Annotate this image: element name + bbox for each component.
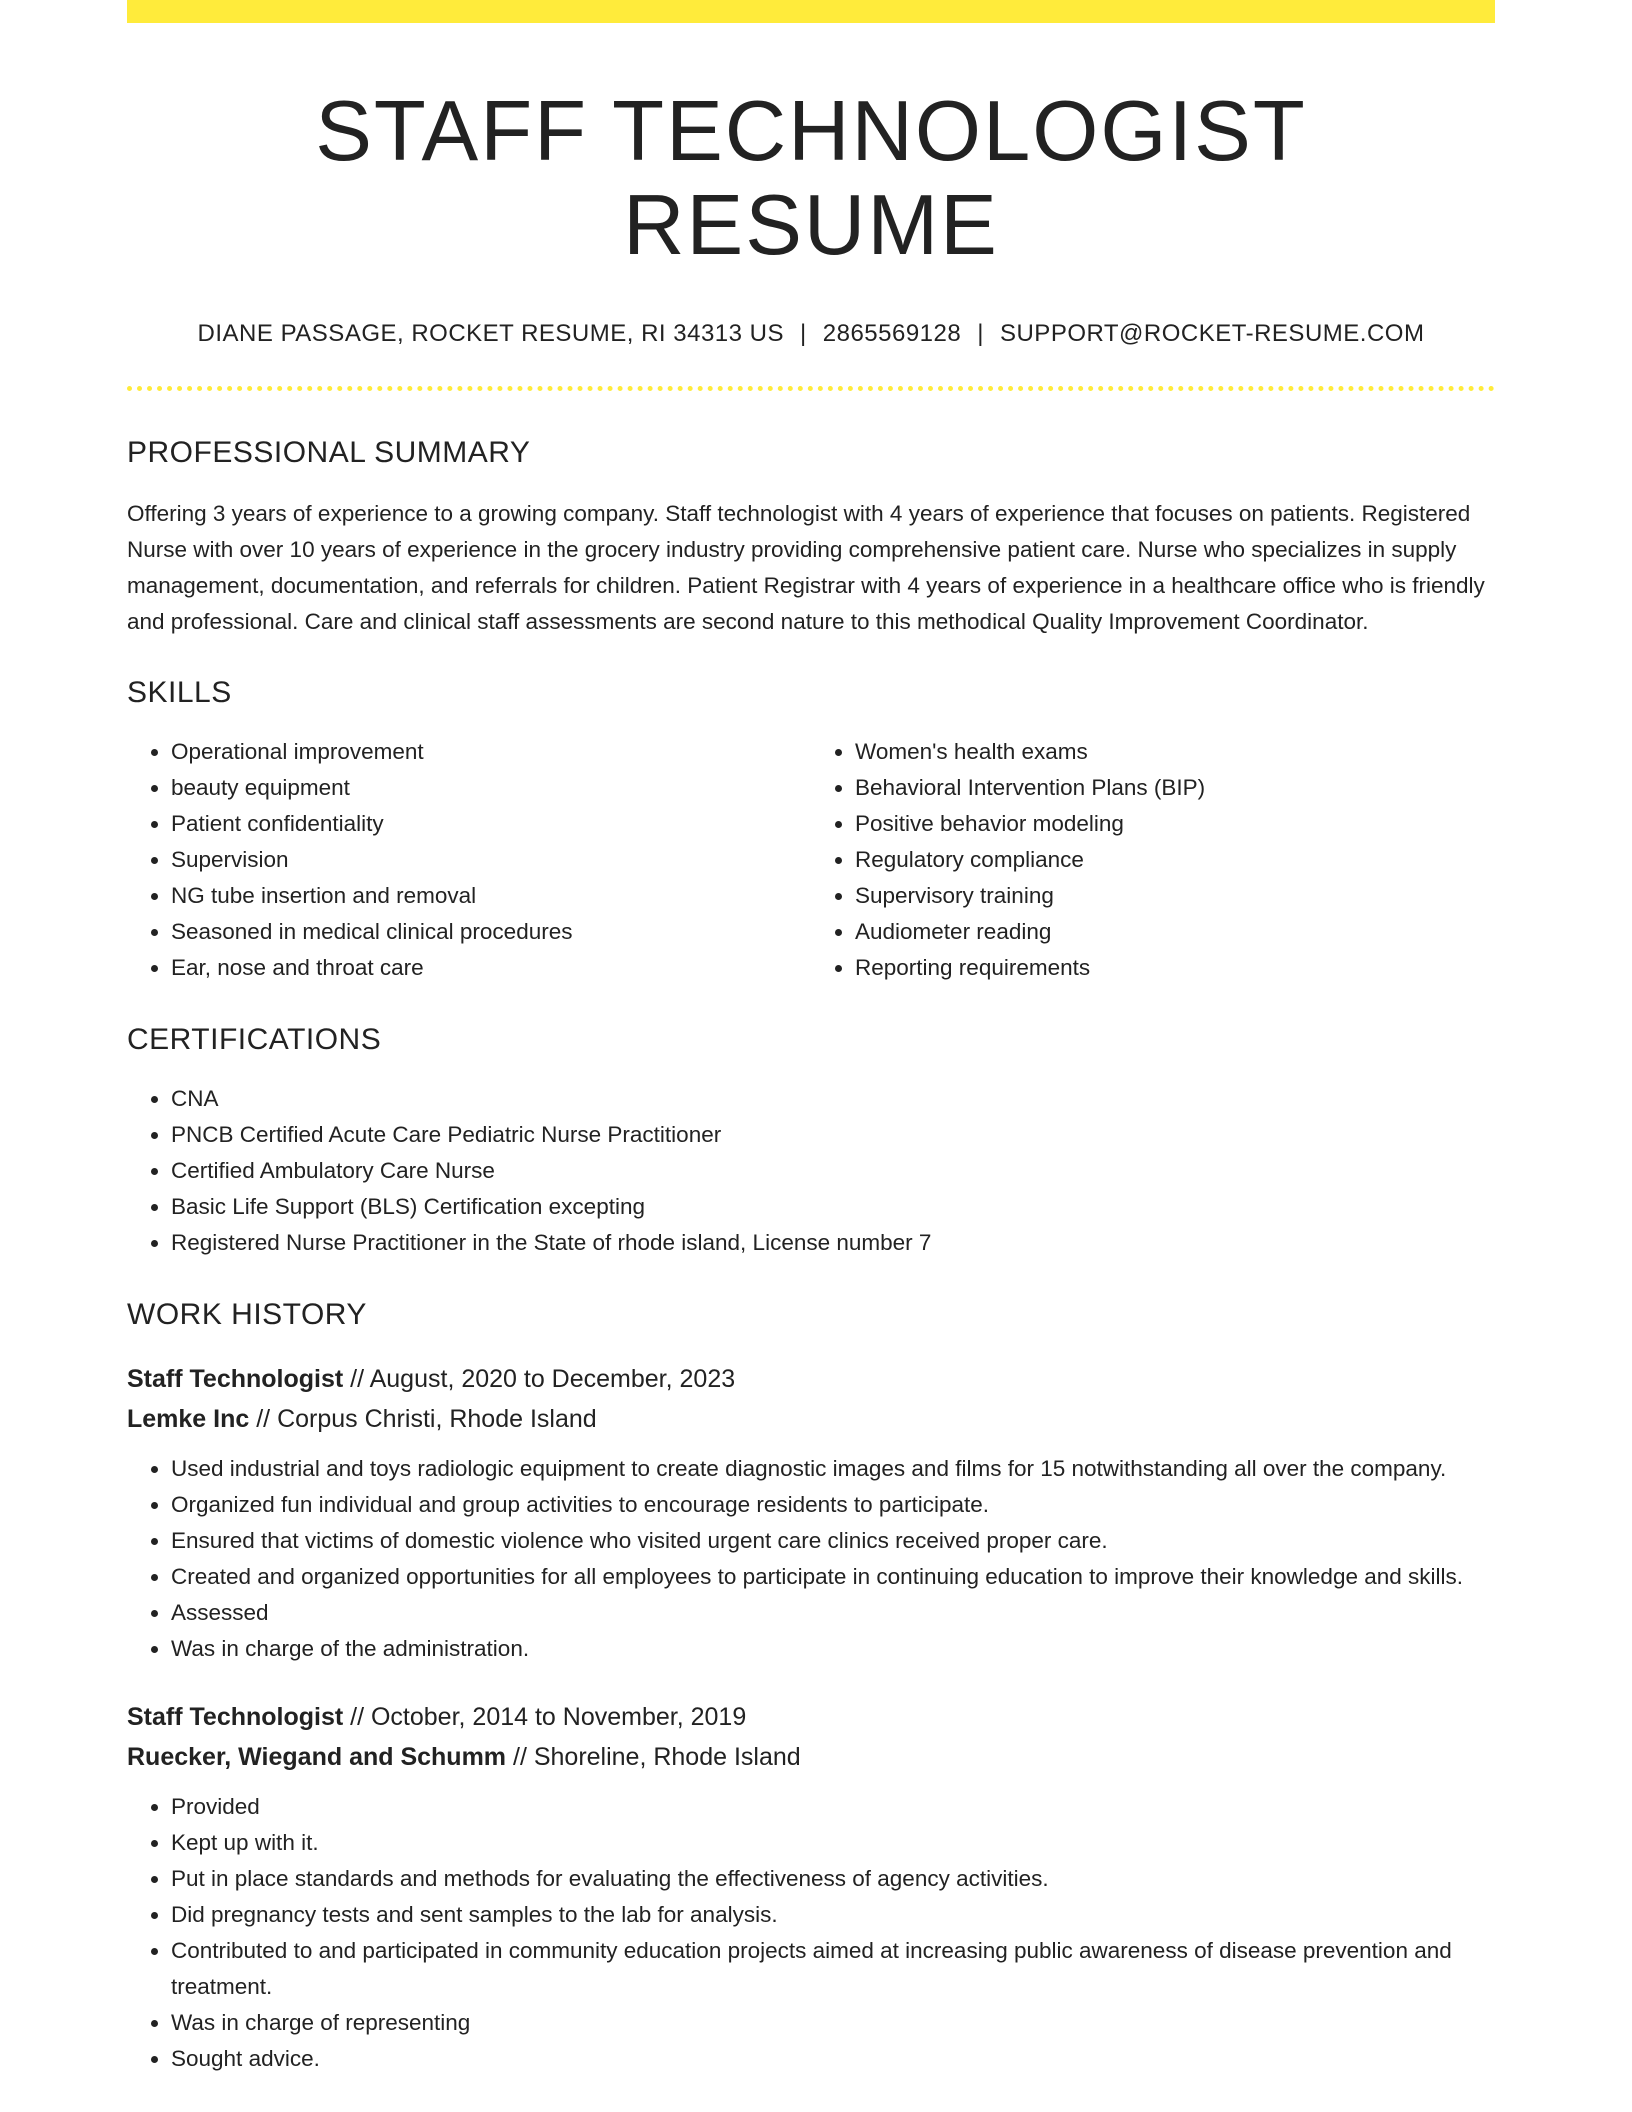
job-title-line [127, 1359, 1495, 1399]
contact-separator: | [977, 320, 984, 347]
job-entry [127, 1697, 1495, 2077]
certification-item: • Basic Life Support (BLS) Certification excepting [171, 1189, 1495, 1225]
skill-item: • Ear, nose and throat care [171, 950, 811, 986]
job-dates: // August, 2020 to December, 2023 [343, 1364, 736, 1393]
skill-item: • Regulatory compliance [855, 842, 1495, 878]
contact-phone: 2865569128 [822, 320, 962, 347]
job-bullet: • Was in charge of the administration. [171, 1631, 1495, 1667]
summary-text: Offering 3 years of experience to a growing company. Staff technologist with 4 years of experience that focuses on patients. Registered Nurse with over 10 years of experience in the grocery industry providing comprehensive patient care. Nurse who specializes in supply management, documentation, and referrals for children. Patient Registrar with 4 years of experience in a healthcare office who is friendly and professional. Care and clinical staff assessments are second nature to this methodical Quality Improvement Coordinator. [127, 500, 1485, 634]
job-title: Staff Technologist [127, 1702, 344, 1731]
skills-heading: SKILLS [127, 675, 232, 709]
skills-section [127, 675, 1495, 986]
skill-item: • Supervision [171, 842, 811, 878]
work-history-heading: WORK HISTORY [127, 1297, 367, 1331]
job-company: Lemke Inc [127, 1404, 250, 1433]
certification-item: • PNCB Certified Acute Care Pediatric Nurse Practitioner [171, 1117, 1495, 1153]
job-bullet: • Ensured that victims of domestic violence who visited urgent care clinics received proper care. [171, 1523, 1495, 1559]
job-entry [127, 1359, 1495, 1667]
certification-item: • CNA [171, 1081, 1495, 1117]
top-accent-bar [127, 0, 1495, 23]
job-bullet: • Contributed to and participated in community education projects aimed at increasing public awareness of disease prevention and treatment. [171, 1933, 1495, 2005]
certification-item: • Certified Ambulatory Care Nurse [171, 1153, 1495, 1189]
dotted-divider [127, 386, 1495, 391]
job-bullet: • Created and organized opportunities for all employees to participate in continuing education to improve their knowledge and skills. [171, 1559, 1495, 1595]
skill-item: • Audiometer reading [855, 914, 1495, 950]
skill-item: • Behavioral Intervention Plans (BIP) [855, 770, 1495, 806]
job-bullet: • Kept up with it. [171, 1825, 1495, 1861]
skills-list-left [127, 734, 811, 986]
job-title: Staff Technologist [127, 1364, 344, 1393]
skill-item: • beauty equipment [171, 770, 811, 806]
job-company-line [127, 1737, 1495, 1777]
contact-line [127, 320, 1495, 349]
job-bullet: • Provided [171, 1789, 1495, 1825]
contact-email: SUPPORT@ROCKET-RESUME.COM [999, 320, 1425, 347]
job-title-line [127, 1697, 1495, 1737]
skill-item: • Women's health exams [855, 734, 1495, 770]
certifications-section [127, 1022, 1495, 1261]
contact-address: DIANE PASSAGE, ROCKET RESUME, RI 34313 US [197, 320, 785, 347]
skill-item: • Positive behavior modeling [855, 806, 1495, 842]
job-bullet: • Did pregnancy tests and sent samples to the lab for analysis. [171, 1897, 1495, 1933]
skills-list-right [811, 734, 1495, 986]
job-company: Ruecker, Wiegand and Schumm [127, 1742, 507, 1771]
summary-heading: PROFESSIONAL SUMMARY [127, 435, 531, 469]
job-bullet: • Used industrial and toys radiologic equipment to create diagnostic images and films for 15 notwithstanding all over the company. [171, 1451, 1495, 1487]
resume-title: STAFF TECHNOLOGIST RESUME [315, 84, 1307, 273]
skill-item: • NG tube insertion and removal [171, 878, 811, 914]
skill-item: • Reporting requirements [855, 950, 1495, 986]
skills-grid [127, 734, 1495, 986]
certifications-heading: CERTIFICATIONS [127, 1022, 382, 1056]
job-bullet: • Assessed [171, 1595, 1495, 1631]
job-location: // Corpus Christi, Rhode Island [249, 1404, 597, 1433]
skill-item: • Patient confidentiality [171, 806, 811, 842]
resume-content [127, 0, 1495, 2077]
job-bullets [127, 1789, 1495, 2077]
job-bullet: • Sought advice. [171, 2041, 1495, 2077]
job-dates: // October, 2014 to November, 2019 [343, 1702, 747, 1731]
job-company-line [127, 1399, 1495, 1439]
job-bullets [127, 1451, 1495, 1667]
skill-item: • Seasoned in medical clinical procedures [171, 914, 811, 950]
certifications-list [127, 1081, 1495, 1261]
certification-item: • Registered Nurse Practitioner in the State of rhode island, License number 7 [171, 1225, 1495, 1261]
job-bullet: • Put in place standards and methods for evaluating the effectiveness of agency activities. [171, 1861, 1495, 1897]
summary-section [127, 435, 1495, 640]
skill-item: • Supervisory training [855, 878, 1495, 914]
job-location: // Shoreline, Rhode Island [506, 1742, 801, 1771]
job-bullet: • Was in charge of representing [171, 2005, 1495, 2041]
skill-item: • Operational improvement [171, 734, 811, 770]
work-history-section [127, 1297, 1495, 2077]
job-bullet: • Organized fun individual and group activities to encourage residents to participate. [171, 1487, 1495, 1523]
contact-separator: | [800, 320, 807, 347]
